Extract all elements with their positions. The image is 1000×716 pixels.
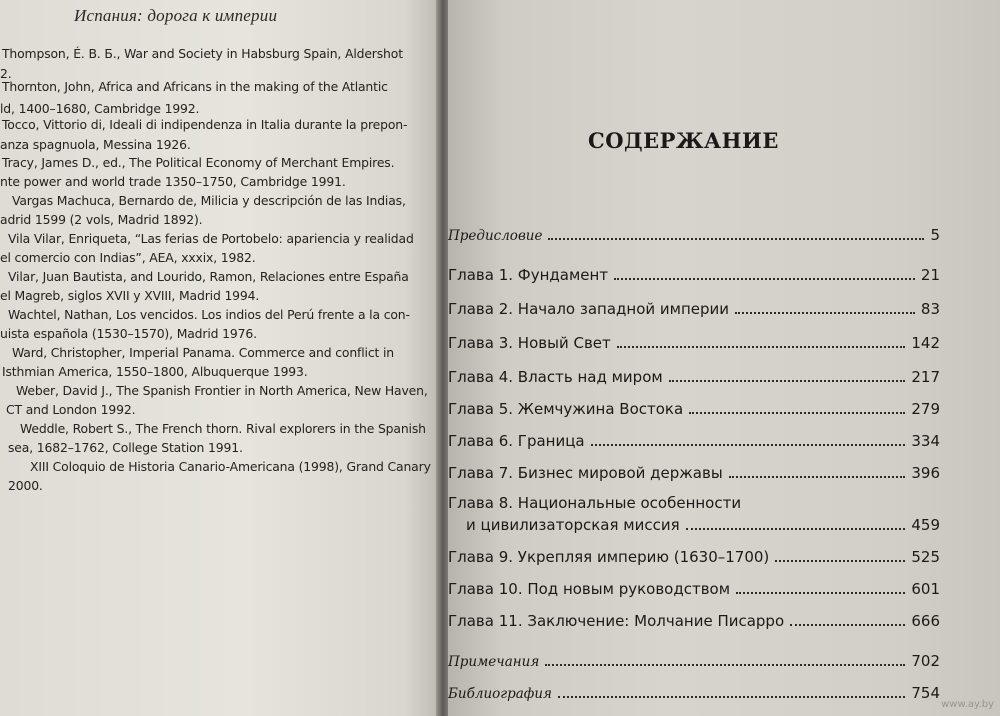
toc-entry-page: 142: [911, 334, 940, 352]
leader-dots: [545, 663, 905, 666]
bibliography-line: Vilar, Juan Bautista, and Lourido, Ramon, Relaciones entre España: [8, 269, 409, 284]
toc-entry-chapter-4: [448, 368, 940, 386]
toc-entry-chapter-2: [448, 300, 940, 318]
toc-entry-preface: [448, 226, 940, 244]
bibliography-line: el comercio con Indias”, AEA, xxxix, 1982.: [0, 250, 256, 265]
leader-dots: [686, 527, 906, 530]
leader-dots: [790, 623, 905, 626]
leader-dots: [735, 311, 915, 314]
bibliography-line: adrid 1599 (2 vols, Madrid 1892).: [0, 212, 203, 227]
bibliography-line: Thompson, É. B. Б., War and Society in Habsburg Spain, Aldershot: [2, 46, 403, 61]
toc-entry-page: 601: [911, 580, 940, 598]
toc-entry-label: Глава 7. Бизнес мировой державы: [448, 464, 723, 482]
toc-entry-label: Глава 11. Заключение: Молчание Писарро: [448, 612, 785, 630]
toc-entry-page: 396: [911, 464, 940, 482]
toc-entry-page: 217: [911, 368, 940, 386]
bibliography-line: Weber, David J., The Spanish Frontier in North America, New Haven,: [16, 383, 428, 398]
leader-dots: [614, 277, 915, 280]
leader-dots: [591, 443, 906, 446]
bibliography-line: Tracy, James D., ed., The Political Economy of Merchant Empires.: [2, 155, 395, 170]
bibliography-line: Isthmian America, 1550–1800, Albuquerque 1993.: [2, 364, 308, 379]
leader-dots: [617, 345, 906, 348]
leader-dots: [558, 695, 905, 698]
running-head: Испания: дорога к империи: [74, 6, 278, 25]
toc-entry-label: Глава 3. Новый Свет: [448, 334, 611, 352]
toc-entry-bibliography: [448, 684, 940, 702]
leader-dots: [689, 411, 905, 414]
toc-entry-chapter-9: [448, 548, 940, 566]
toc-entry-chapter-10: [448, 580, 940, 598]
bibliography-line: Weddle, Robert S., The French thorn. Rival explorers in the Spanish: [20, 421, 426, 436]
toc-entry-label: Глава 5. Жемчужина Востока: [448, 400, 684, 418]
toc-entry-label: и цивилизаторская миссия: [466, 516, 680, 534]
toc-entry-label: Примечания: [448, 654, 540, 670]
bibliography-line: anza spagnuola, Messina 1926.: [0, 137, 191, 152]
bibliography-line: el Magreb, siglos XVII y XVIII, Madrid 1994.: [0, 288, 260, 303]
bibliography-line: Ward, Christopher, Imperial Panama. Commerce and conflict in: [12, 345, 394, 360]
toc-entry-chapter-8-continued: [448, 516, 940, 534]
toc-entry-page: 702: [911, 652, 940, 670]
leader-dots: [729, 475, 906, 478]
watermark: www.ay.by: [941, 699, 994, 710]
leader-dots: [548, 237, 924, 240]
bibliography-line: ld, 1400–1680, Cambridge 1992.: [0, 101, 200, 116]
toc-entry-page: 83: [920, 300, 940, 318]
toc-entry-label: Глава 6. Граница: [448, 432, 585, 450]
toc-entry-chapter-5: [448, 400, 940, 418]
bibliography-line: Wachtel, Nathan, Los vencidos. Los indios del Perú frente a la con-: [8, 307, 410, 322]
bibliography-line: nte power and world trade 1350–1750, Cambridge 1991.: [0, 174, 346, 189]
toc-entry-page: 279: [911, 400, 940, 418]
toc-entry-chapter-6: [448, 432, 940, 450]
bibliography-line: sea, 1682–1762, College Station 1991.: [8, 440, 243, 455]
leader-dots: [736, 591, 905, 594]
bibliography-line: Vila Vilar, Enriqueta, “Las ferias de Portobelo: apariencia y realidad: [8, 231, 414, 246]
toc-entry-page: 754: [911, 684, 940, 702]
bibliography-line: XIII Coloquio de Historia Canario-Americana (1998), Grand Canary: [30, 459, 431, 474]
toc-entry-chapter-11: [448, 612, 940, 630]
toc-entry-chapter-8: [448, 494, 940, 512]
toc-entry-label: Предисловие: [448, 228, 543, 244]
toc-title: СОДЕРЖАНИЕ: [588, 128, 779, 153]
toc-entry-label: Глава 9. Укрепляя империю (1630–1700): [448, 548, 770, 566]
bibliography-line: Thornton, John, Africa and Africans in the making of the Atlantic: [2, 79, 388, 94]
toc-entry-label: Глава 4. Власть над миром: [448, 368, 663, 386]
bibliography-line: 2.: [0, 66, 12, 81]
bibliography-line: CT and London 1992.: [6, 402, 136, 417]
toc-entry-page: 666: [911, 612, 940, 630]
leader-dots: [669, 379, 906, 382]
toc-entry-page: 459: [911, 516, 940, 534]
toc-entry-notes: [448, 652, 940, 670]
toc-entry-chapter-7: [448, 464, 940, 482]
toc-entry-page: 334: [911, 432, 940, 450]
toc-entry-page: 525: [911, 548, 940, 566]
left-page: [0, 0, 440, 716]
toc-entry-label: Библиография: [448, 686, 552, 702]
toc-entry-chapter-3: [448, 334, 940, 352]
bibliography-line: uista española (1530–1570), Madrid 1976.: [0, 326, 257, 341]
toc-entry-label: Глава 1. Фундамент: [448, 266, 609, 284]
bibliography-line: Vargas Machuca, Bernardo de, Milicia y descripción de las Indias,: [12, 193, 406, 208]
toc-entry-page: 5: [930, 226, 940, 244]
bibliography-line: 2000.: [8, 478, 43, 493]
toc-entry-label: Глава 8. Национальные особенности: [448, 494, 742, 512]
leader-dots: [775, 559, 905, 562]
toc-entry-chapter-1: [448, 266, 940, 284]
bibliography-line: Tocco, Vittorio di, Ideali di indipendenza in Italia durante la prepon-: [2, 117, 408, 132]
toc-entry-page: 21: [920, 266, 940, 284]
toc-entry-label: Глава 2. Начало западной империи: [448, 300, 730, 318]
right-page: [448, 0, 1000, 716]
toc-entry-label: Глава 10. Под новым руководством: [448, 580, 731, 598]
